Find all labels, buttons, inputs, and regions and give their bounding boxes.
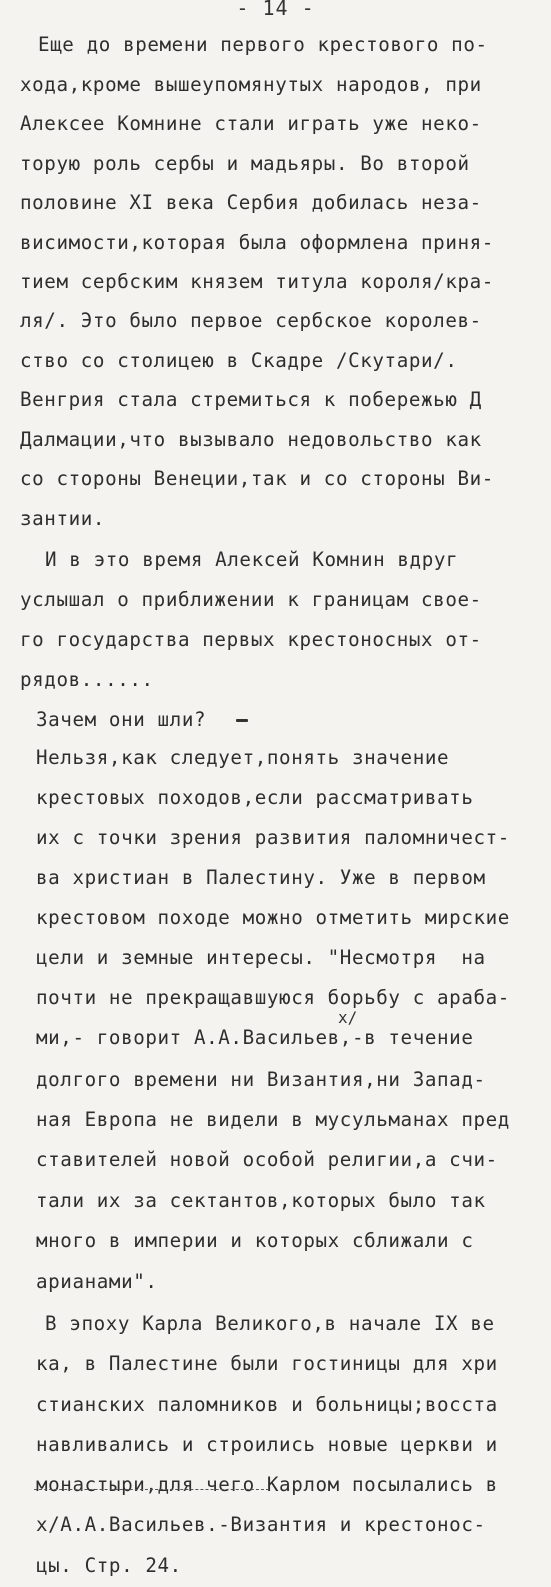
- text-line: ство со столицею в Скадре /Скутари/.: [20, 349, 458, 372]
- text-line: го государства первых крестоносных от-: [20, 628, 482, 651]
- text-line: рядов......: [20, 668, 154, 691]
- text-line: ная Европа не видели в мусульманах пред: [36, 1108, 510, 1131]
- text-line: торую роль сербы и мадьяры. Во второй: [20, 152, 470, 175]
- text-line: крестовых походов,если рассматривать: [36, 786, 474, 809]
- text-line: тием сербским князем титула короля/кра-: [20, 270, 494, 293]
- text-line: со стороны Венеции,так и со стороны Ви-: [20, 467, 494, 490]
- text-line: почти не прекращавшуюся борьбу с араба-: [36, 986, 510, 1009]
- text-line: Еще до времени первого крестового по-: [38, 33, 488, 56]
- text-line: навливались и строились новые церкви и: [36, 1433, 498, 1456]
- footnote-text: цы. Стр. 24.: [36, 1554, 182, 1577]
- text-line: ми,- говорит А.А.Васильев,-в течение: [36, 1026, 474, 1049]
- text-line: Далмации,что вызывало недовольство как: [20, 428, 482, 451]
- text-line: тали их за сектантов,которых было так: [36, 1189, 486, 1212]
- text-line: И в это время Алексей Комнин вдруг: [45, 548, 459, 571]
- text-line: стианских паломников и больницы;восста: [36, 1393, 498, 1416]
- footnote-text: x/А.А.Васильев.-Византия и крестонос-: [36, 1513, 486, 1536]
- text-line: хода,кроме вышеупомянутых народов, при: [20, 73, 482, 96]
- text-line: долгого времени ни Византия,ни Запад-: [36, 1068, 486, 1091]
- page-number: - 14 -: [236, 0, 315, 20]
- text-line: половине XI века Сербия добилась неза-: [20, 191, 482, 214]
- text-line: висимости,которая была оформлена приня-: [20, 231, 494, 254]
- text-line: Нельзя,как следует,понять значение: [36, 746, 450, 769]
- footnote-separator: [34, 1489, 269, 1490]
- text-line: В эпоху Карла Великого,в начале IX ве: [45, 1312, 495, 1335]
- text-line: цели и земные интересы. "Несмотря на: [36, 946, 486, 969]
- text-line: услышал о приближении к границам свое-: [20, 588, 482, 611]
- text-line: зантии.: [20, 507, 106, 530]
- section-question: Зачем они шли?: [36, 708, 207, 731]
- text-line: ва христиан в Палестину. Уже в первом: [36, 866, 486, 889]
- text-line: их с точки зрения развития паломничест-: [36, 826, 510, 849]
- text-line: Венгрия стала стремиться к побережью Д: [20, 388, 482, 411]
- text-line: Алексее Комнине стали играть уже неко-: [20, 112, 482, 135]
- text-line: монастыри,для чего Карлом посылались в: [36, 1473, 498, 1496]
- text-line: ка, в Палестине были гостиницы для хри: [36, 1352, 498, 1375]
- text-line: арианами".: [36, 1270, 158, 1293]
- ink-mark: [236, 719, 248, 722]
- text-line: ставителей новой особой религии,а счи-: [36, 1148, 498, 1171]
- footnote-marker: x/: [338, 1008, 358, 1027]
- text-line: крестовом походе можно отметить мирские: [36, 906, 510, 929]
- text-line: ля/. Это было первое сербское королев-: [20, 309, 482, 332]
- text-line: много в империи и которых сближали с: [36, 1229, 474, 1252]
